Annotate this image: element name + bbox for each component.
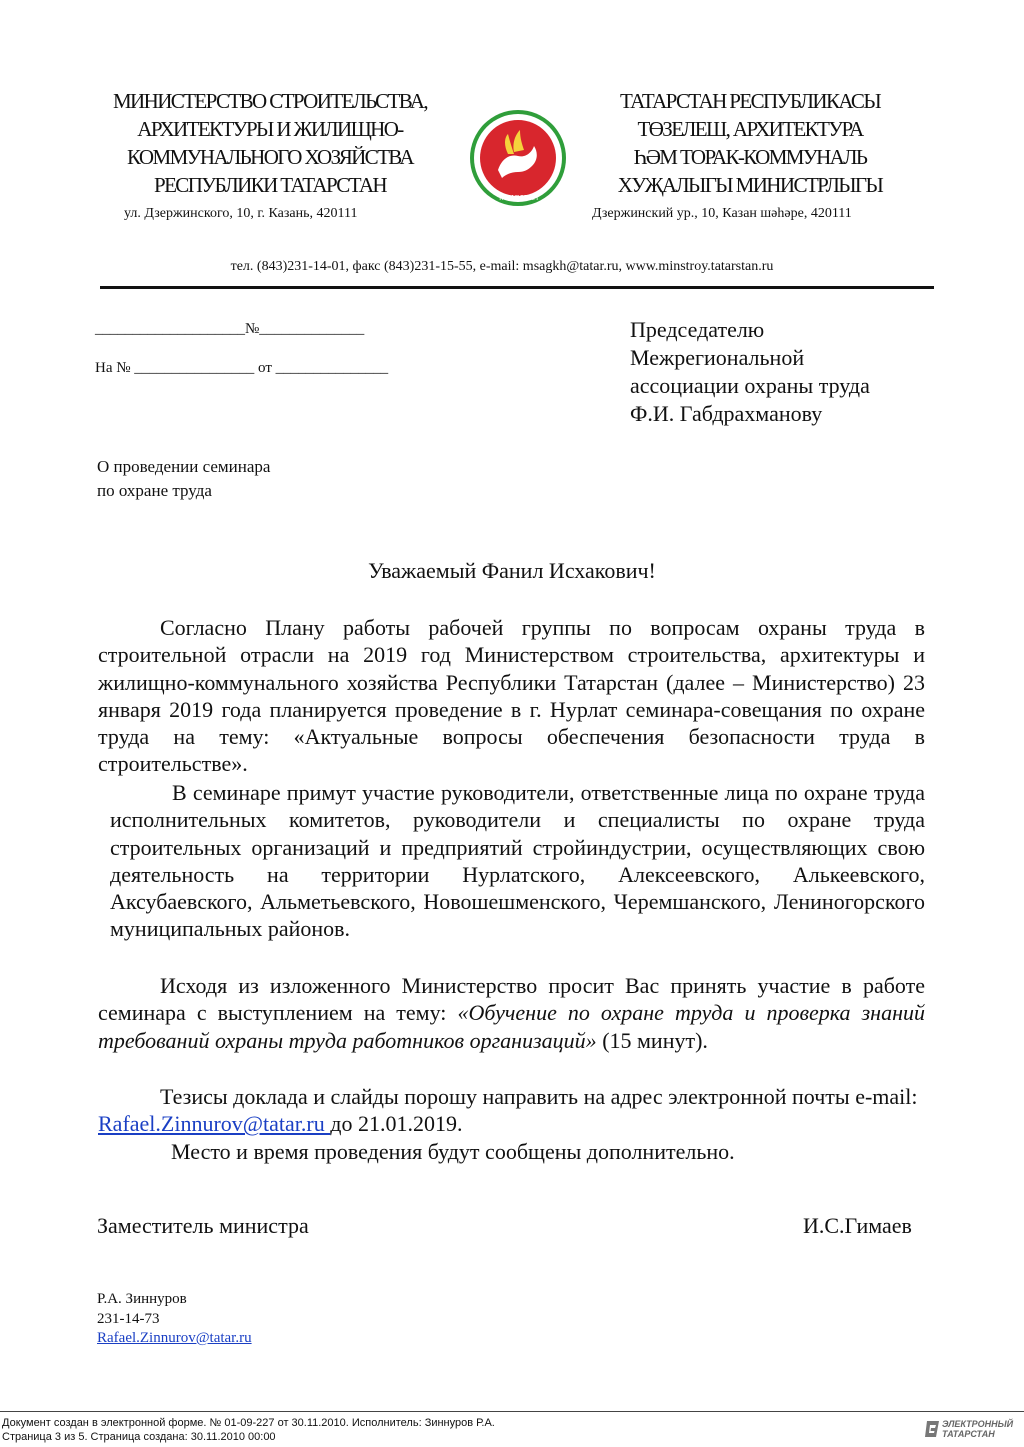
footer-divider [0,1411,1024,1412]
paragraph-request [98,972,925,1054]
addressee-line: ассоциации охраны труда [630,373,870,398]
brand-bottom: ТАТАРСТАН [942,1429,995,1439]
subject-line: по охране труда [97,481,212,500]
header-divider [100,286,934,289]
paragraph-theses [98,1083,925,1138]
letter-subject [97,455,270,503]
signatory-name: И.С.Гимаев [803,1213,912,1238]
header-right-line: ҺӘМ ТОРАК-КОММУНАЛЬ [633,145,867,169]
ministry-name-tatar [580,87,920,199]
presentation-topic: «Обучение по охране труда и проверка знаний требований охраны труда работников организаций» [98,1000,926,1053]
signatory-position: Заместитель министра [97,1213,309,1238]
header-left-line: МИНИСТЕРСТВО СТРОИТЕЛЬСТВА, [112,89,427,113]
request-duration: (15 минут). [596,1027,708,1053]
header-left-line: КОММУНАЛЬНОГО ХОЗЯЙСТВА [127,145,413,169]
theses-text: Тезисы доклада и слайды порошу направить на адрес электронной почты e-mail: [160,1084,918,1109]
ministry-name-russian [80,87,460,199]
theses-deadline: до 21.01.2019. [330,1111,463,1137]
header-right-line: ТАТАРСТАН РЕСПУБЛИКАСЫ [619,89,881,113]
emblem-label: ТАТАРСТАН [497,195,539,202]
header-right-line: ХУҖАЛЫГЫ МИНИСТРЛЫГЫ [617,173,883,197]
footer-line: Документ создан в электронной форме. № 01-09-227 от 30.11.2010. Исполнитель: Зиннуров Р.А. [2,1417,495,1429]
header-left-line: РЕСПУБЛИКИ ТАТАРСТАН [153,173,387,197]
paragraph-place-time: Место и время проведения будут сообщены дополнительно. [171,1139,735,1164]
footer-line: Страница 3 из 5. Страница создана: 30.11.2010 00:00 [2,1431,276,1443]
greeting: Уважаемый Фанил Исхакович! [368,558,656,583]
email-link[interactable]: Rafael.Zinnurov@tatar.ru [98,1111,331,1137]
header-right-line: ТӨЗЕЛЕШ, АРХИТЕКТУРА [637,117,863,141]
address-tatar: Дзержинский ур., 10, Казан шәһәре, 420111 [592,206,852,221]
footer-info [2,1416,495,1444]
electronic-tatarstan-logo-icon [925,1418,1015,1440]
addressee-line: Председателю [630,317,765,342]
incoming-number-line: На № ________________ от _______________ [95,360,389,376]
executor-email-link[interactable]: Rafael.Zinnurov@tatar.ru [97,1330,252,1346]
brand-top: ЭЛЕКТРОННЫЙ [942,1419,1014,1429]
request-text: Исходя из изложенного Министерство просит Вас принять участие в работе семинара с выступлением на тему: [98,973,925,1026]
addressee-block [630,316,870,428]
addressee-line: Межрегиональной [630,345,805,370]
executor-phone: 231-14-73 [97,1310,160,1327]
executor-block [97,1290,252,1349]
contacts-line: тел. (843)231-14-01, факс (843)231-15-55, e-mail: msagkh@tatar.ru, www.minstroy.tatarstan.ru [230,259,774,274]
header-left-line: АРХИТЕКТУРЫ И ЖИЛИЩНО- [137,117,403,141]
paragraph-participants: В семинаре примут участие руководители, ответственные лица по охране труда исполнительных комитетов, руководители и специалисты по охране труда строительных организаций и предприятий стройиндустрии, осуществляющих свою деятельность на территории Нурлатского, Алексеевского, Алькеевского, Аксубаевского, Альметьевского, Новошешменского, Черемшанского, Лениногорского муниципальных районов. [110,780,925,942]
address-russian: ул. Дзержинского, 10, г. Казань, 420111 [124,206,358,221]
addressee-line: Ф.И. Габдрахманову [630,401,823,426]
executor-name: Р.А. Зиннуров [97,1291,187,1307]
paragraph-plan: Согласно Плану работы рабочей группы по вопросам охраны труда в строительной отрасли на 2019 год Министерством строительства, архитектуры и жилищно-коммунального хозяйства Республики Татарстан (далее – Министерство) 23 января 2019 года планируется проведение в г. Нурлат семинара-совещания по охране труда на тему: «Актуальные вопросы обеспечения безопасности труда в строительстве». [98,615,925,777]
subject-line: О проведении семинара [97,457,271,476]
tatarstan-emblem-icon [468,108,568,208]
outgoing-number-line: ____________________№______________ [95,321,365,337]
